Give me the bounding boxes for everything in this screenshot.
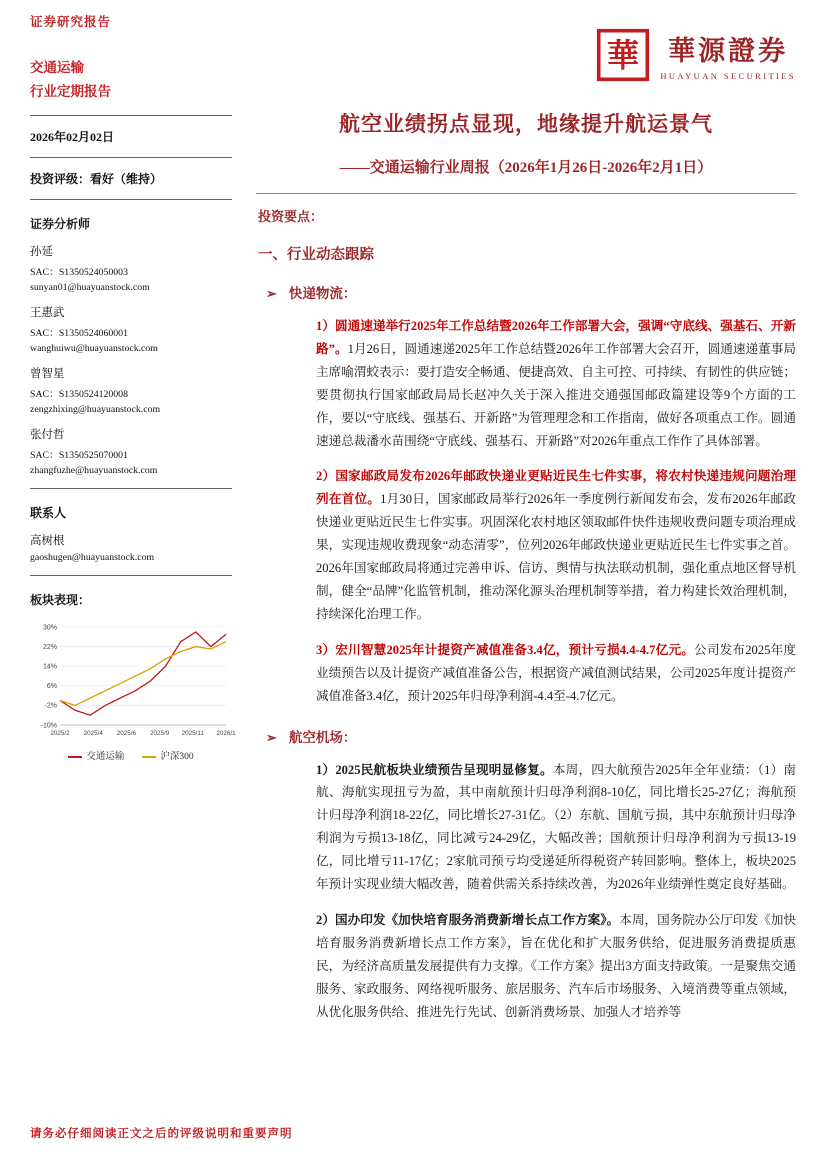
analyst-sac: SAC：S1350524120008: [30, 389, 128, 401]
analyst-sac: SAC：S1350524050003: [30, 267, 128, 279]
topic-group-aviation-airports: [256, 726, 796, 1024]
analyst-name: 王惠武: [30, 307, 65, 320]
x-axis-tick-label: 2026/1: [216, 730, 236, 738]
analyst-name: 孙延: [30, 246, 53, 259]
bullet-label: 航空机场：: [288, 729, 357, 745]
transport-line-swatch: [68, 756, 82, 758]
bullet-heading: [266, 726, 796, 746]
svg-text:華: 華: [607, 38, 640, 75]
paragraph: [316, 759, 796, 896]
contact-name: 高树根: [30, 535, 65, 548]
arrow-bullet-icon: ➢: [266, 286, 277, 301]
analyst-entry: [30, 243, 232, 293]
divider: [30, 199, 232, 200]
paragraph-lead: 2）国办印发《加快培育服务消费新增长点工作方案》。: [316, 912, 620, 927]
sector-chart-canvas: [30, 620, 236, 740]
industry-label: 交通运输: [30, 60, 84, 75]
keypoints-label: 投资要点：: [258, 209, 324, 224]
analyst-sac: SAC：S1350524060001: [30, 328, 128, 340]
x-axis-tick-label: 2025/2: [50, 730, 70, 738]
analyst-email: sunyan01@huayuanstock.com: [30, 282, 150, 294]
paragraph: [316, 639, 796, 708]
contact-entry: [30, 532, 232, 563]
analyst-name: 曾智星: [30, 368, 65, 381]
analyst-email: zengzhixing@huayuanstock.com: [30, 404, 161, 416]
legend-label: 沪深300: [160, 752, 194, 763]
topic-group-express-logistics: [256, 282, 796, 708]
x-axis-tick-label: 2025/6: [116, 730, 137, 738]
divider: [30, 157, 232, 158]
main-content: [256, 28, 796, 1023]
paragraph-body: 本周，国务院办公厅印发《加快培育服务消费新增长点工作方案》，旨在优化和扩大服务供给，促进服务消费提质惠民，为经济高质量发展提供有力支撑。《工作方案》提出3方面支持政策。一是聚焦交通服务、家政服务、网络视听服务、旅居服务、汽车后市场服务、入境消费等重点领域，从优化服务供给、推进先行先试、创新消费场景、加强人才培养等: [316, 912, 797, 1019]
company-name-cn: 華源證券: [668, 36, 789, 66]
report-kind-label: 证券研究报告: [30, 15, 112, 29]
paragraph: [316, 909, 796, 1024]
paragraph-lead: 2）国家邮政局发布2026年邮政快递业更贴近民生七件实事，将农村快递违规问题治理列在首位。: [316, 469, 796, 507]
x-axis-tick-label: 2025/11: [181, 730, 204, 738]
company-name-en: HUAYUAN SECURITIES: [660, 71, 796, 81]
divider: [30, 115, 232, 116]
report-subtitle: ——交通运输行业周报（2026年1月26日-2026年2月1日）: [256, 156, 796, 194]
disclaimer-footer: 请务必仔细阅读正文之后的评级说明和重要声明: [30, 1128, 293, 1140]
y-axis-tick-label: 30%: [42, 624, 57, 632]
huayuan-seal-icon: [596, 28, 650, 82]
y-axis-tick-label: 6%: [46, 683, 57, 691]
legend-item: [68, 748, 124, 762]
chart-legend: [30, 748, 232, 762]
x-axis-tick-label: 2025/4: [83, 730, 103, 738]
paragraph-lead: 3）宏川智慧2025年计提资产减值准备3.4亿，预计亏损4.4-4.7亿元。: [316, 642, 695, 657]
y-axis-tick-label: -10%: [40, 722, 57, 730]
contacts-header: 联系人: [30, 506, 67, 521]
y-axis-tick-label: 22%: [42, 644, 57, 652]
analyst-email: wanghuiwu@huayuanstock.com: [30, 343, 158, 355]
investment-rating: 投资评级：看好（维持）: [30, 172, 163, 187]
report-title: 航空业绩拐点显现，地缘提升航运景气: [339, 112, 713, 136]
sidebar: [30, 56, 236, 763]
paragraph: [316, 465, 796, 625]
arrow-bullet-icon: ➢: [266, 729, 277, 745]
analysts-header: 证券分析师: [30, 217, 91, 232]
legend-item: [142, 748, 193, 762]
paragraph: [316, 315, 796, 452]
analyst-email: zhangfuzhe@huayuanstock.com: [30, 465, 158, 477]
analyst-entry: [30, 304, 232, 354]
paragraph-body: 1月30日，国家邮政局举行2026年一季度例行新闻发布会，发布2026年邮政快递业更贴近民生七件实事。巩固深化农村地区领取邮件快件违规收费问题专项治理成果，实现违规收费现象“动态清零”，位列2026年邮政快递业更贴近民生七件实事之首。2026年国家邮政局将通过完善申诉、信访、舆情与执法联动机制，强化重点地区督导机制，健全“品牌”化监管机制，推动深化源头治理机制等举措，着力构建长效治理机制，持续深化治理工作。: [316, 492, 797, 621]
paragraph-body: 本周，四大航预告2025年全年业绩：（1）南航、海航实现扭亏为盈，其中南航预计归母净利润8-10亿，同比增长25-27亿；海航预计归母净利润18-22亿，同比增长27-31亿。（2）东航、国航亏损，其中东航预计归母净利润为亏损13-18亿，同比减亏24-29亿，大幅改善；国航预计归母净利润为亏损13-19亿，同比增亏11-17亿；2家航司预亏均受递延所得税资产转回影响。整体上，板块2025年预计实现业绩大幅改善，随着供需关系持续改善，为2026年业绩弹性奠定良好基础。: [316, 762, 797, 892]
series-line-1: [60, 642, 226, 706]
bullet-label: 快递物流：: [288, 286, 357, 301]
legend-label: 交通运输: [86, 752, 125, 763]
paragraph-lead: 1）2025民航板块业绩预告呈现明显修复。: [316, 762, 553, 777]
analyst-entry: [30, 365, 232, 415]
series-line-0: [60, 632, 226, 715]
analyst-entry: [30, 426, 232, 476]
sector-chart: [30, 620, 236, 763]
paragraph-body: 公司发布2025年度业绩预告以及计提资产减值准备公告，根据资产减值测试结果，公司2025年度计提资产减值准备3.4亿，预计2025年归母净利润-4.4至-4.7亿元。: [316, 642, 797, 703]
report-date: 2026年02月02日: [30, 130, 115, 145]
paragraph-body: 1月26日，圆通速递2025年工作总结暨2026年工作部署大会召开，圆通速递董事局主席喻渭蛟表示：要打造安全畅通、便捷高效、自主可控、可持续、有韧性的供应链；要贯彻执行国家邮政局局长赵冲久关于深入推进交通强国邮政篇建设等9个方面的工作，要以“守底线、强基石、开新路”为管理理念和工作指南，做好各项重点工作。圆通速递总裁潘水苗围绕“守底线、强基石、开新路”对2026年重点工作作了具体部署。: [316, 341, 797, 448]
analyst-sac: SAC：S1350525070001: [30, 450, 128, 462]
company-logo: [256, 28, 796, 82]
report-type-label: 行业定期报告: [30, 83, 111, 99]
y-axis-tick-label: 14%: [42, 663, 57, 671]
divider: [30, 488, 232, 489]
contact-email: gaoshugen@huayuanstock.com: [30, 552, 155, 564]
company-name: [660, 29, 796, 81]
sector-performance-header: 板块表现：: [30, 593, 91, 608]
paragraph-lead: 1）圆通速递举行2025年工作总结暨2026年工作部署大会，强调“守底线、强基石、开新路”。: [316, 319, 796, 356]
analyst-name: 张付哲: [30, 429, 65, 442]
x-axis-tick-label: 2025/9: [149, 730, 170, 738]
hs300-line-swatch: [142, 756, 156, 758]
bullet-heading: [266, 282, 796, 302]
section-title: 一、行业动态跟踪: [258, 247, 374, 263]
divider: [30, 575, 232, 576]
y-axis-tick-label: -2%: [44, 702, 57, 710]
